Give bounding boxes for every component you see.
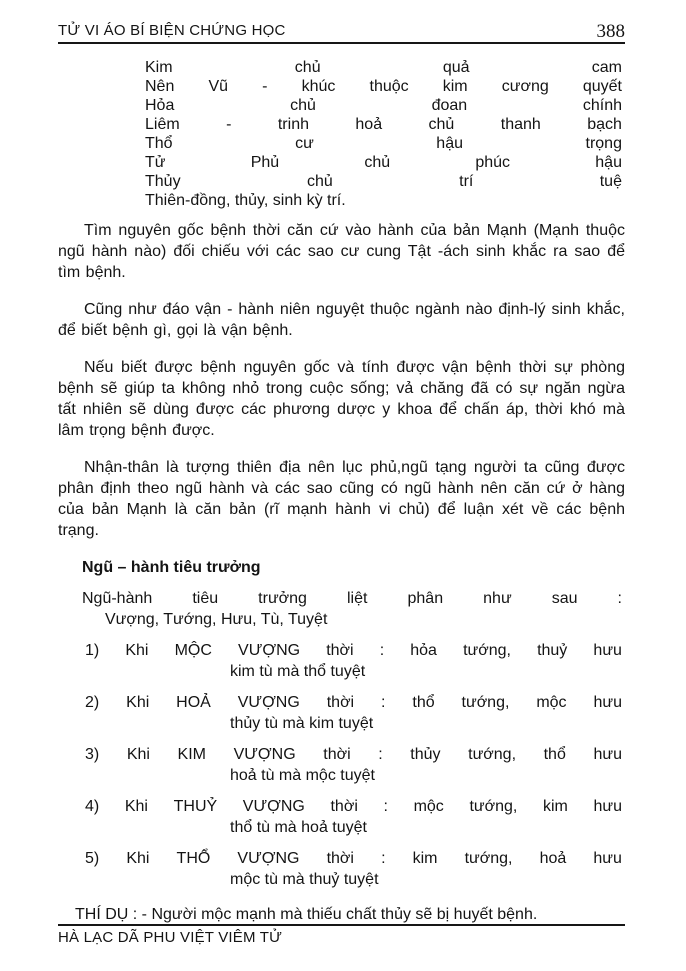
word: : [381,694,386,711]
word: 2) [85,694,100,711]
page-footer [58,924,625,946]
justified-line [82,588,622,609]
word: : [381,850,386,867]
list-item [58,640,625,682]
word: trinh [277,116,309,133]
list-item-continuation: hoả tù mà mộc tuyệt [230,767,375,784]
word: hưu [593,694,622,711]
word: cam [591,59,622,76]
word: : [617,590,622,607]
word: hưu [593,746,622,763]
word: Hỏa [145,97,175,114]
word: THỔ [176,850,211,867]
word: Khi [126,746,150,763]
word: cư [295,135,314,152]
list-item-continuation: mộc tù mà thuỷ tuyệt [230,871,379,888]
word: HOẢ [176,694,211,711]
word: 3) [85,746,100,763]
justified-line [145,77,622,96]
word: VƯỢNG [238,642,301,659]
list-item-continuation: thổ tù mà hoả tuyệt [230,819,367,836]
word: tuệ [599,173,622,190]
word: thời [323,746,351,763]
word: quyết [582,78,622,95]
word: thuộc [369,78,409,95]
word: phúc [475,154,511,171]
word: : [383,798,388,815]
justified-line [85,744,622,765]
justified-line [85,692,622,713]
word: tướng, [463,642,511,659]
word: : [378,746,383,763]
word: Vũ [208,78,229,95]
word: thuỷ [537,642,568,659]
list-item [58,796,625,838]
word: Thủy [145,173,181,190]
word: thủy [410,746,441,763]
paragraph: Nếu biết được bệnh nguyên gốc và tính được vận bệnh thời sự phòng bệnh sẽ giúp ta không nhỏ trong cuộc sống; vả chăng đã có sự ngăn ngừa tất nhiên sẽ dùng được các phương dược y khoa để chấn áp, thời khó mà lâm trọng bệnh được. [58,359,625,439]
verse-block [145,58,622,210]
example-line: THÍ DỤ : - Người mộc mạnh mà thiếu chất thủy sẽ bị huyết bệnh. [75,906,538,923]
word: thời [326,694,355,711]
word: THUỶ [173,798,218,815]
word: trưởng [258,590,307,607]
word: kim [542,798,568,815]
word: VƯỢNG [242,798,305,815]
word: chủ [306,173,333,190]
word: Kim [145,59,173,76]
word: MỘC [174,642,212,659]
justified-line [85,848,622,869]
word: như [483,590,512,607]
word: thanh [500,116,541,133]
word: thổ [543,746,566,763]
word: chủ [428,116,455,133]
word: hậu [436,135,463,152]
word: VƯỢNG [237,850,300,867]
word: Phủ [250,154,280,171]
word: Thổ [145,135,173,152]
word: 5) [85,850,100,867]
word: chủ [290,97,316,114]
word: kim [412,850,438,867]
word: thời [330,798,358,815]
justified-line [145,115,622,134]
list-item [58,692,625,734]
word: tướng, [461,694,510,711]
list-item-continuation: kim tù mà thổ tuyệt [230,663,366,680]
section-intro [58,588,625,630]
word: Khi [125,642,149,659]
justified-line [145,134,622,153]
word: Nên [145,78,175,95]
word: cương [501,78,549,95]
word: đoan [431,97,468,114]
justified-line [85,640,622,661]
word: tướng, [469,798,518,815]
word: thổ [412,694,435,711]
word: chủ [364,154,391,171]
section-heading: Ngũ – hành tiêu trưởng [82,559,261,576]
footer-text: HÀ LẠC DÃ PHU VIỆT VIÊM TỬ [58,929,283,946]
numbered-list [58,640,625,890]
intro-justified-line [82,588,622,609]
word: : [379,642,385,659]
justified-line [145,153,622,172]
word: Tử [145,154,166,171]
word: KIM [177,746,206,763]
page-header [58,22,625,44]
word: trọng [585,135,622,152]
list-item-continuation: thủy tù mà kim tuyệt [230,715,374,732]
word: hoả [539,850,567,867]
word: Liêm [145,116,180,133]
word: kim [442,78,468,95]
list-item [58,744,625,786]
word: mộc [536,694,567,711]
word: - [262,78,268,95]
word: thời [326,850,354,867]
word: liệt [347,590,368,607]
paragraph: Tìm nguyên gốc bệnh thời căn cứ vào hành của bản Mạnh (Mạnh thuộc ngũ hành nào) đối chiếu với các sao cư cung Tật -ách sinh khắc ra sao để tìm bệnh. [58,222,625,281]
justified-line [145,172,622,191]
word: khúc [301,78,336,95]
justified-line [145,96,622,115]
word: hưu [593,850,622,867]
word: tướng, [468,746,517,763]
word: trí [459,173,474,190]
word: Ngũ-hành [82,590,153,607]
word: phân [407,590,444,607]
word: quả [442,59,470,76]
paragraph: Cũng như đáo vận - hành niên nguyệt thuộc ngành nào định-lý sinh khắc, để biết bệnh gì, gọi là vận bệnh. [58,301,625,339]
word: 4) [85,798,100,815]
word: Khi [126,850,150,867]
word: - [226,116,232,133]
justified-line [85,796,622,817]
list-item [58,848,625,890]
word: hưu [593,642,622,659]
word: thời [326,642,354,659]
verse-last-line: Thiên-đồng, thủy, sinh kỳ trí. [145,192,346,209]
word: hỏa [410,642,437,659]
word: hoả [355,116,383,133]
running-title: TỬ VI ÁO BÍ BIỆN CHỨNG HỌC [58,22,286,39]
word: sau [551,590,578,607]
word: Khi [124,798,148,815]
word: tiêu [192,590,219,607]
verse-justified-lines [145,58,622,191]
justified-line [145,58,622,77]
word: VƯỢNG [233,746,296,763]
word: VƯỢNG [237,694,300,711]
word: tướng, [464,850,513,867]
word: chủ [294,59,321,76]
intro-second-line: Vượng, Tướng, Hưu, Tù, Tuyệt [105,611,328,628]
word: mộc [413,798,444,815]
word: hưu [593,798,622,815]
word: bạch [587,116,622,133]
word: 1) [85,642,100,659]
word: Khi [126,694,150,711]
word: hậu [595,154,622,171]
page-number: 388 [596,21,625,42]
word: chính [582,97,622,114]
paragraph: Nhận-thân là tượng thiên địa nên lục phủ,ngũ tạng người ta cũng được phân định theo ngũ hành và các sao cũng có ngũ hành nên căn cứ ở hàng của bản Mạnh là căn bản (rĩ mạnh hành vi chủ) để luận xét về các bệnh trạng. [58,459,625,539]
